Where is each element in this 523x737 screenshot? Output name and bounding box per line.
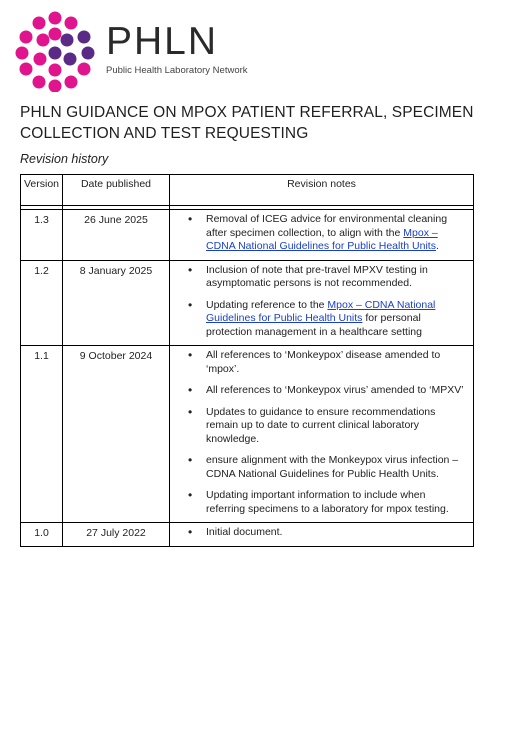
row-version: 1.0 [21, 523, 63, 547]
mpox-guidelines-link[interactable]: Mpox – CDNA National Guidelines for Public Health Units [206, 226, 438, 252]
list-item: • Inclusion of note that pre-travel MPXV testing in asymptomatic persons is not recommended. [184, 264, 467, 291]
header-version: Version [21, 175, 63, 206]
row-notes [170, 260, 474, 346]
row-notes [170, 523, 474, 547]
note-text: Removal of ICEG advice for environmental cleaning after specimen collection, to align with the [206, 213, 448, 239]
list-item: • Updates to guidance to ensure recommendations remain up to date to current clinical laboratory knowledge. [184, 406, 467, 447]
header-notes: Revision notes [170, 175, 474, 206]
header-date: Date published [63, 175, 170, 206]
list-item: • All references to ‘Monkeypox’ disease amended to ‘mpox’. [184, 349, 467, 376]
logo-text [106, 22, 248, 76]
row-date: 26 June 2025 [63, 210, 170, 261]
list-item [184, 299, 467, 340]
table-row [21, 523, 474, 547]
note-text: . [435, 240, 439, 252]
revision-history-table [20, 174, 474, 547]
note-text: for personal protection management in a healthcare setting [206, 312, 422, 338]
table-row [21, 346, 474, 523]
list-item: • Initial document. [184, 526, 467, 540]
list-item [184, 213, 467, 254]
phln-logo-dots-icon [14, 10, 96, 92]
section-subtitle: Revision history [20, 152, 109, 166]
row-notes [170, 210, 474, 261]
row-date: 9 October 2024 [63, 346, 170, 523]
mpox-guidelines-link[interactable]: Mpox – CDNA National Guidelines for Public Health Units [206, 298, 436, 324]
table-row [21, 210, 474, 261]
table-row [21, 260, 474, 346]
phln-logo [14, 10, 254, 92]
table-header-row [21, 175, 474, 206]
row-date: 27 July 2022 [63, 523, 170, 547]
row-version: 1.2 [21, 260, 63, 346]
row-version: 1.1 [21, 346, 63, 523]
row-date: 8 January 2025 [63, 260, 170, 346]
row-version: 1.3 [21, 210, 63, 261]
logo-name: PHLN [106, 20, 219, 63]
row-notes [170, 346, 474, 523]
document-title: PHLN GUIDANCE ON MPOX PATIENT REFERRAL, SPECIMEN COLLECTION AND TEST REQUESTING [20, 104, 474, 142]
list-item: • ensure alignment with the Monkeypox virus infection – CDNA National Guidelines for Public Health Units. [184, 454, 467, 481]
note-text: Updating reference to the [206, 298, 328, 311]
list-item: • All references to ‘Monkeypox virus’ amended to ‘MPXV’ [184, 384, 467, 398]
logo-subtitle: Public Health Laboratory Network [106, 65, 248, 76]
list-item: • Updating important information to include when referring specimens to a laboratory for mpox testing. [184, 489, 467, 516]
